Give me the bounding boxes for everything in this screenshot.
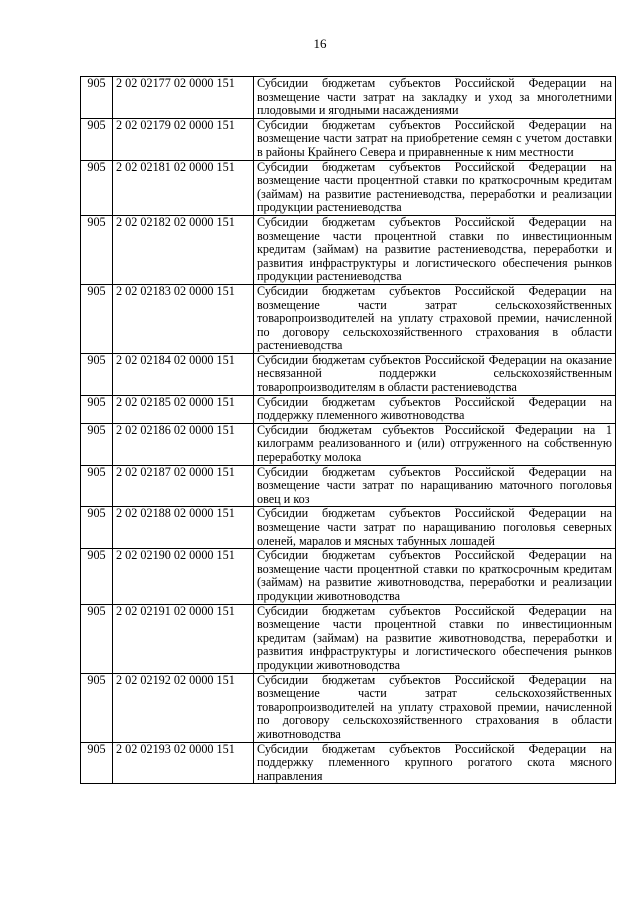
budget-classification-code-cell: 2 02 02183 02 0000 151	[113, 284, 254, 353]
admin-code-cell: 905	[81, 118, 113, 160]
table-row	[81, 673, 616, 742]
budget-classification-code-cell: 2 02 02185 02 0000 151	[113, 395, 254, 423]
admin-code-cell: 905	[81, 423, 113, 465]
budget-classification-code-cell: 2 02 02192 02 0000 151	[113, 673, 254, 742]
revenue-name-cell: Субсидии бюджетам субъектов Российской Федерации на поддержку племенного животноводства	[254, 395, 616, 423]
budget-codes-table	[80, 76, 616, 784]
budget-classification-code-cell: 2 02 02179 02 0000 151	[113, 118, 254, 160]
table-row	[81, 353, 616, 395]
budget-classification-code-cell: 2 02 02188 02 0000 151	[113, 507, 254, 549]
budget-classification-code-cell: 2 02 02181 02 0000 151	[113, 160, 254, 215]
budget-classification-code-cell: 2 02 02191 02 0000 151	[113, 604, 254, 673]
revenue-name-cell: Субсидии бюджетам субъектов Российской Федерации на 1 килограмм реализованного и (или) отгруженного на собственную переработку молока	[254, 423, 616, 465]
table-row	[81, 423, 616, 465]
revenue-name-cell: Субсидии бюджетам субъектов Российской Федерации на возмещение части затрат на приобретение семян с учетом доставки в районы Крайнего Севера и приравненные к ним местности	[254, 118, 616, 160]
budget-classification-code-cell: 2 02 02182 02 0000 151	[113, 215, 254, 284]
admin-code-cell: 905	[81, 742, 113, 784]
revenue-name-cell: Субсидии бюджетам субъектов Российской Федерации на возмещение части затрат сельскохозяйственных товаропроизводителей на уплату страховой премии, начисленной по договору сельскохозяйственного страхования в области растениеводства	[254, 284, 616, 353]
budget-classification-code-cell: 2 02 02190 02 0000 151	[113, 549, 254, 604]
admin-code-cell: 905	[81, 465, 113, 507]
revenue-name-cell: Субсидии бюджетам субъектов Российской Федерации на возмещение части затрат сельскохозяйственных товаропроизводителей на уплату страховой премии, начисленной по договору сельскохозяйственного страхования в области животноводства	[254, 673, 616, 742]
table-row	[81, 77, 616, 119]
table-row	[81, 549, 616, 604]
revenue-name-cell: Субсидии бюджетам субъектов Российской Федерации на возмещение части процентной ставки по краткосрочным кредитам (займам) на развитие животноводства, переработки и реализации продукции животноводства	[254, 549, 616, 604]
table-row	[81, 507, 616, 549]
admin-code-cell: 905	[81, 284, 113, 353]
revenue-name-cell: Субсидии бюджетам субъектов Российской Федерации на возмещение части затрат по наращиванию поголовья северных оленей, маралов и мясных табунных лошадей	[254, 507, 616, 549]
page-number: 16	[313, 36, 327, 51]
table-row	[81, 118, 616, 160]
revenue-name-cell: Субсидии бюджетам субъектов Российской Федерации на возмещение части процентной ставки по краткосрочным кредитам (займам) на развитие растениеводства, переработки и реализации продукции растениеводства	[254, 160, 616, 215]
table-row	[81, 160, 616, 215]
admin-code-cell: 905	[81, 507, 113, 549]
admin-code-cell: 905	[81, 77, 113, 119]
table-row	[81, 604, 616, 673]
revenue-name-cell: Субсидии бюджетам субъектов Российской Федерации на возмещение части процентной ставки по инвестиционным кредитам (займам) на развитие растениеводства, переработки и развития инфраструктуры и логистического обеспечения рынков продукции растениеводства	[254, 215, 616, 284]
admin-code-cell: 905	[81, 160, 113, 215]
admin-code-cell: 905	[81, 353, 113, 395]
admin-code-cell: 905	[81, 604, 113, 673]
revenue-name-cell: Субсидии бюджетам субъектов Российской Федерации на оказание несвязанной поддержки сельскохозяйственным товаропроизводителям в области растениеводства	[254, 353, 616, 395]
revenue-name-cell: Субсидии бюджетам субъектов Российской Федерации на возмещение части процентной ставки по инвестиционным кредитам (займам) на развитие животноводства, переработки и развития инфраструктуры и логистического обеспечения рынков продукции животноводства	[254, 604, 616, 673]
budget-classification-code-cell: 2 02 02186 02 0000 151	[113, 423, 254, 465]
budget-classification-code-cell: 2 02 02187 02 0000 151	[113, 465, 254, 507]
admin-code-cell: 905	[81, 549, 113, 604]
table-row	[81, 742, 616, 784]
table-row	[81, 215, 616, 284]
revenue-name-cell: Субсидии бюджетам субъектов Российской Федерации на поддержку племенного крупного рогатого скота мясного направления	[254, 742, 616, 784]
table-row	[81, 284, 616, 353]
budget-classification-code-cell: 2 02 02184 02 0000 151	[113, 353, 254, 395]
revenue-name-cell: Субсидии бюджетам субъектов Российской Федерации на возмещение части затрат на закладку и уход за многолетними плодовыми и ягодными насаждениями	[254, 77, 616, 119]
admin-code-cell: 905	[81, 395, 113, 423]
budget-classification-code-cell: 2 02 02177 02 0000 151	[113, 77, 254, 119]
admin-code-cell: 905	[81, 215, 113, 284]
budget-classification-code-cell: 2 02 02193 02 0000 151	[113, 742, 254, 784]
table-row	[81, 465, 616, 507]
admin-code-cell: 905	[81, 673, 113, 742]
table-row	[81, 395, 616, 423]
revenue-name-cell: Субсидии бюджетам субъектов Российской Федерации на возмещение части затрат по наращиванию маточного поголовья овец и коз	[254, 465, 616, 507]
